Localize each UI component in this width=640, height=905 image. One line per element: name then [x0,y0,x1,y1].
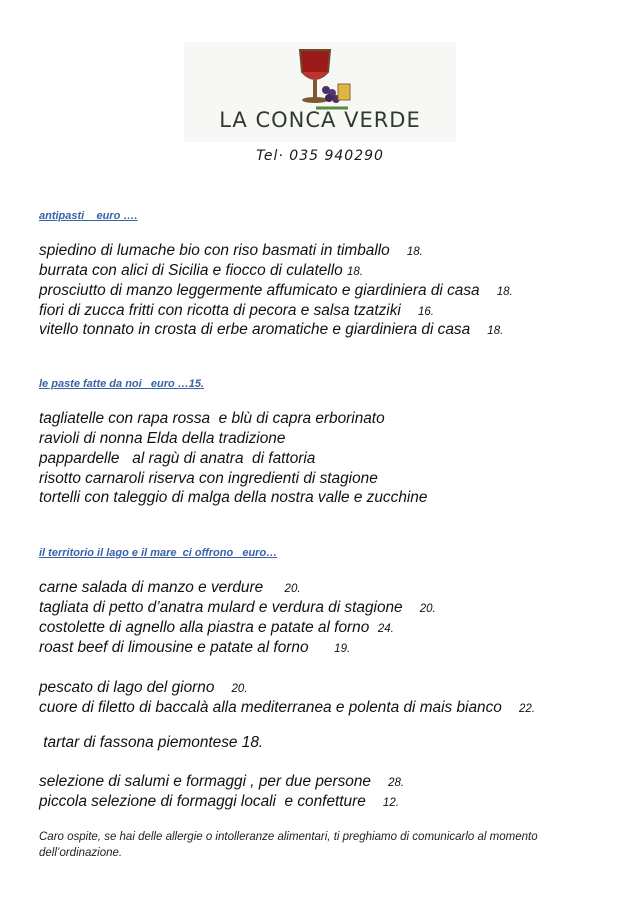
menu-item: fiori di zucca fritti con ricotta di pecora e salsa tzatziki 16. [39,302,434,319]
item-price: 18. [487,325,504,337]
item-price: 22. [518,703,535,715]
menu-item: risotto carnaroli riserva con ingredienti di stagione [39,470,378,487]
restaurant-logo [184,42,456,142]
menu-item: carne salada di manzo e verdure 20. [39,579,301,596]
item-price: 19. [334,643,351,655]
menu-item: spiedino di lumache bio con riso basmati in timballo 18. [39,242,423,259]
menu-item: prosciutto di manzo leggermente affumicato e giardiniera di casa 18. [39,282,513,299]
section-heading-paste: le paste fatte da noi euro …15. [39,378,205,390]
item-price: 20. [419,603,436,615]
menu-item: tagliatelle con rapa rossa e blù di capra erborinato [39,410,385,427]
menu-item: cuore di filetto di baccalà alla mediterranea e polenta di mais bianco 22. [39,699,535,716]
menu-item: ravioli di nonna Elda della tradizione [39,430,286,447]
phone-number: Tel· 035 940290 [256,148,384,164]
item-price: 24. [377,623,394,635]
section-heading-antipasti: antipasti euro …. [39,210,138,222]
menu-item: costolette di agnello alla piastra e patate al forno 24. [39,619,394,636]
menu-item: vitello tonnato in crosta di erbe aromatiche e giardiniera di casa 18. [39,321,504,338]
menu-item: tartar di fassona piemontese 18. [39,734,264,751]
menu-item: selezione di salumi e formaggi , per due persone 28. [39,773,405,790]
item-price: 16. [417,306,434,318]
item-price: 20. [284,583,301,595]
brand-name: LA CONCA VERDE [219,108,421,132]
item-price: 18. [496,286,513,298]
item-price: 18. [346,266,363,278]
section-heading-territorio: il territorio il lago e il mare ci offrono euro… [39,547,278,559]
item-price: 12. [382,797,399,809]
menu-item: pescato di lago del giorno 20. [39,679,248,696]
wine-glass-grapes-icon [286,46,352,110]
item-price: 18. [406,246,423,258]
menu-item: burrata con alici di Sicilia e fiocco di culatello 18. [39,262,363,279]
menu-item: pappardelle al ragù di anatra di fattoria [39,450,316,467]
item-price: 28. [388,777,405,789]
menu-item: roast beef di limousine e patate al forno 19. [39,639,351,656]
menu-item: tortelli con taleggio di malga della nostra valle e zucchine [39,489,428,506]
menu-item: piccola selezione di formaggi locali e confetture 12. [39,793,399,810]
menu-item: tagliata di petto d’anatra mulard e verdura di stagione 20. [39,599,436,616]
allergy-note: Caro ospite, se hai delle allergie o intolleranze alimentari, ti preghiamo di comunicarlo al momento dell’ordinazione. [39,831,538,859]
item-price: 20. [231,683,248,695]
